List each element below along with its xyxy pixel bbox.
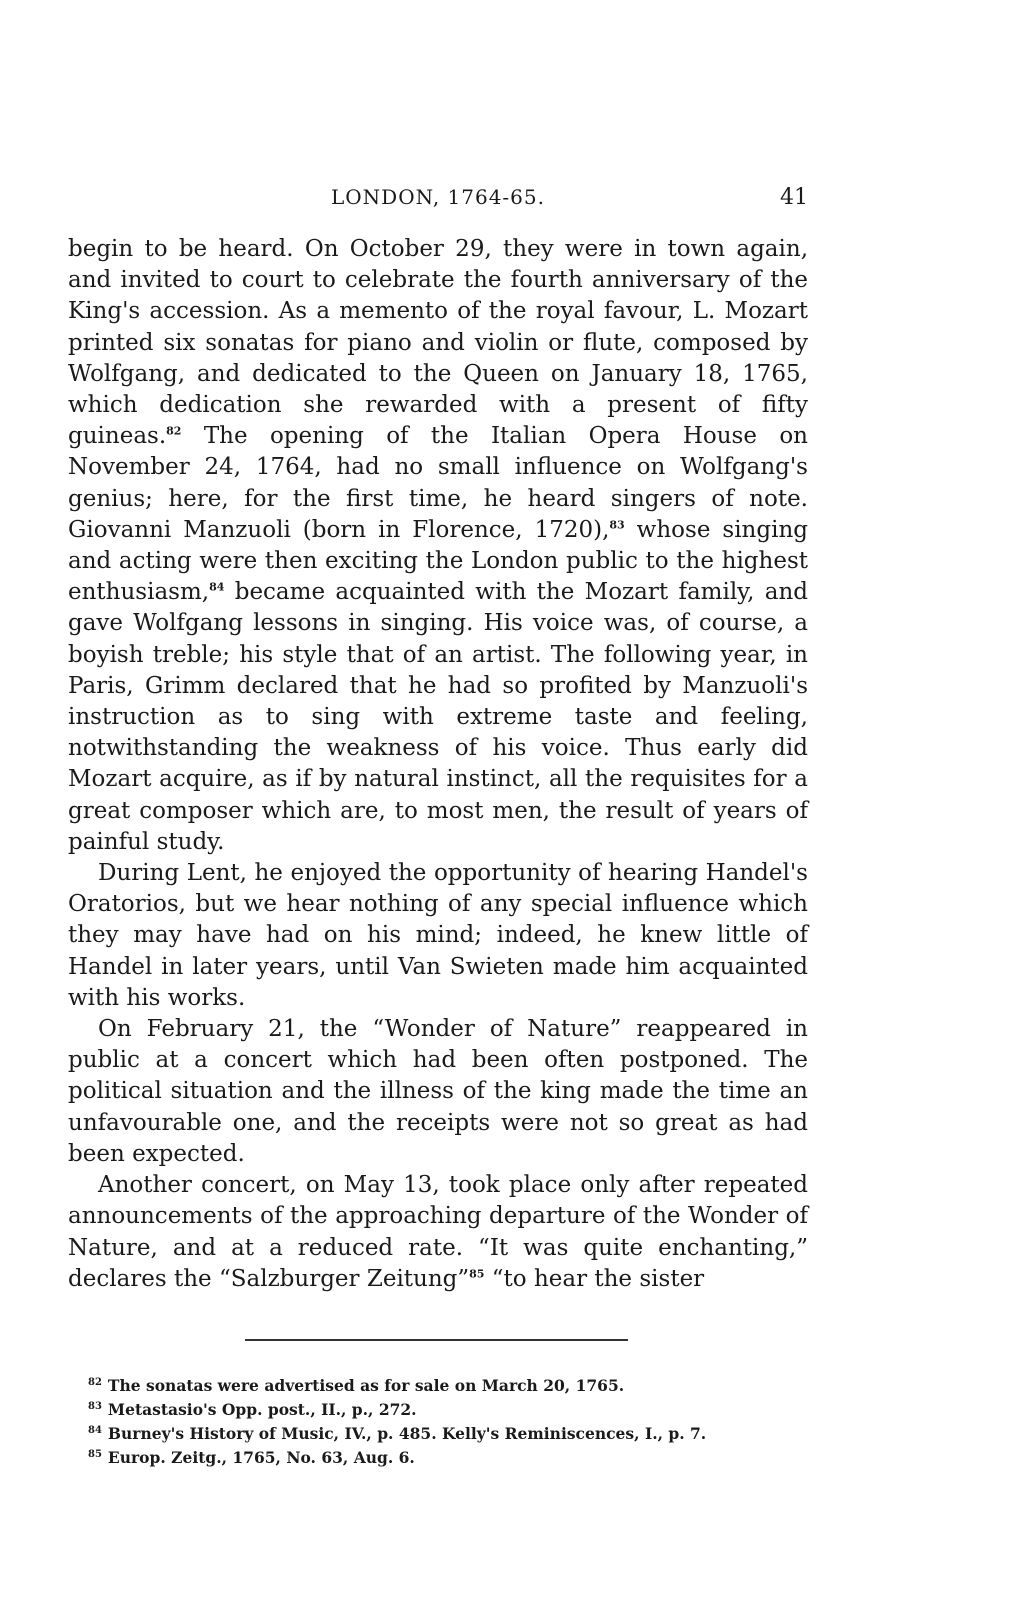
paragraph-1-part-2: The opening of the Italian Opera House on November 24, 1764, had no small influence on Wolfgang's genius; here, for the first time, he heard singers of note. Giovanni Manzuoli (born in Florence, 1720), [68, 423, 808, 543]
footnote-mark: 85 [88, 1448, 102, 1460]
footnote-ref-82: 82 [166, 424, 182, 438]
running-head [68, 185, 808, 215]
paragraph-4 [68, 1170, 808, 1295]
footnote-85 [88, 1446, 808, 1470]
footnote-82 [88, 1374, 808, 1398]
footnotes [88, 1374, 808, 1470]
footnote-ref-83: 83 [609, 518, 625, 532]
paragraph-1-part-4: became acquainted with the Mozart family, and gave Wolfgang lessons in singing. His voice was, of course, a boyish treble; his style that of an artist. The following year, in Paris, Grimm declared that he had so profited by Manzuoli's instruction as to sing with extreme taste and feeling, notwithstanding the weakness of his voice. Thus early did Mozart acquire, as if by natural instinct, all the requisites for a great composer which are, to most men, the result of years of painful study. [68, 579, 808, 855]
footnote-84 [88, 1422, 808, 1446]
footnote-mark: 82 [88, 1376, 102, 1388]
paragraph-1-part-1: begin to be heard. On October 29, they were in town again, and invited to court to celebrate the fourth anniversary of the King's accession. As a memento of the royal favour, L. Mozart printed six sonatas for piano and violin or flute, composed by Wolfgang, and dedicated to the Queen on January 18, 1765, which dedication she rewarded with a present of fifty guineas. [68, 236, 808, 450]
footnote-text: The sonatas were advertised as for sale on March 20, 1765. [107, 1376, 625, 1395]
running-title: LONDON, 1764-65. [330, 185, 545, 209]
paragraph-4-part-2: “to hear the sister [484, 1265, 705, 1292]
footnote-mark: 84 [88, 1424, 102, 1436]
footnote-ref-84: 84 [209, 580, 225, 594]
footnote-text: Europ. Zeitg., 1765, No. 63, Aug. 6. [107, 1448, 415, 1467]
footnote-mark: 83 [88, 1400, 102, 1412]
paragraph-2: During Lent, he enjoyed the opportunity of hearing Handel's Oratorios, but we hear nothing of any special influence which they may have had on his mind; indeed, he knew little of Handel in later years, until Van Swieten made him acquainted with his works. [68, 860, 808, 1011]
footnote-text: Metastasio's Opp. post., II., p., 272. [107, 1400, 417, 1419]
footnote-ref-85: 85 [469, 1267, 485, 1281]
footnote-83 [88, 1398, 808, 1422]
footnote-text: Burney's History of Music, IV., p. 485. Kelly's Reminiscences, I., p. 7. [107, 1424, 707, 1443]
paragraph-1-part-3: whose singing and acting were then exciting the London public to the highest enthusiasm, [68, 516, 808, 606]
footnote-divider [245, 1339, 628, 1341]
paragraph-1 [68, 234, 808, 858]
page-number: 41 [780, 185, 808, 210]
paragraph-3: On February 21, the “Wonder of Nature” reappeared in public at a concert which had been often postponed. The political situation and the illness of the king made the time an unfavourable one, and the receipts were not so great as had been expected. [68, 1016, 808, 1167]
paragraph-4-part-1: Another concert, on May 13, took place only after repeated announcements of the approaching departure of the Wonder of Nature, and at a reduced rate. “It was quite enchanting,” declares the “Salzburger Zeitung” [68, 1172, 808, 1292]
body-text [68, 234, 808, 1295]
